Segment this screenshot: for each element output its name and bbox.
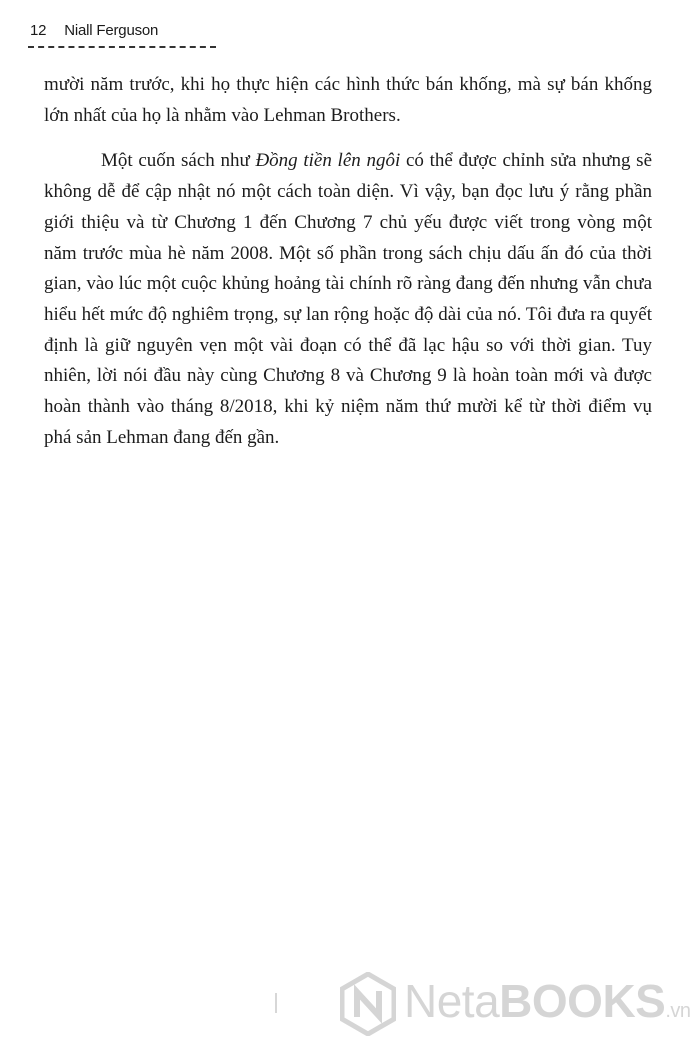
paragraph-2 xyxy=(44,146,652,453)
book-title-italic: Đồng tiền lên ngôi xyxy=(255,150,401,172)
watermark-books: BOOKS xyxy=(499,975,666,1027)
scan-artifact-mark xyxy=(275,993,277,1013)
netabooks-watermark xyxy=(340,968,691,1048)
watermark-wordmark xyxy=(404,974,691,1028)
page-number: 12 xyxy=(30,22,47,39)
running-head-author: Niall Ferguson xyxy=(64,22,159,39)
paragraph-2-rest: có thể được chỉnh sửa nhưng sẽ không dễ để cập nhật nó một cách toàn diện. Vì vậy, bạn đọc lưu ý rằng phần giới thiệu và từ Chương 1 đến Chương 7 chủ yếu được viết trong vòng một năm trước mùa hè năm 2008. Một số phần trong sách chịu dấu ấn đó của thời gian, vào lúc một cuộc khủng hoảng tài chính rõ ràng đang đến nhưng vẫn chưa hiểu hết mức độ nghiêm trọng, sự lan rộng hoặc độ dài của nó. Tôi đưa ra quyết định là giữ nguyên vẹn một vài đoạn có thể đã lạc hậu so với thời gian. Tuy nhiên, lời nói đầu này cùng Chương 8 và Chương 9 là hoàn toàn mới và được hoàn thành vào tháng 8/2018, khi kỷ niệm năm thứ mười kể từ thời điểm vụ phá sản Lehman đang đến gần. xyxy=(44,150,653,448)
netabooks-logo-icon xyxy=(340,972,396,1036)
running-head xyxy=(30,22,158,39)
paragraph-2-lead: Một cuốn sách như xyxy=(101,150,256,172)
body-text xyxy=(44,70,652,453)
watermark-domain-suffix: .vn xyxy=(665,1000,691,1022)
watermark-neta: Neta xyxy=(404,975,500,1027)
header-dashed-rule xyxy=(28,46,216,48)
paragraph-1: mười năm trước, khi họ thực hiện các hình thức bán khống, mà sự bán khống lớn nhất của họ là nhằm vào Lehman Brothers. xyxy=(44,74,652,126)
